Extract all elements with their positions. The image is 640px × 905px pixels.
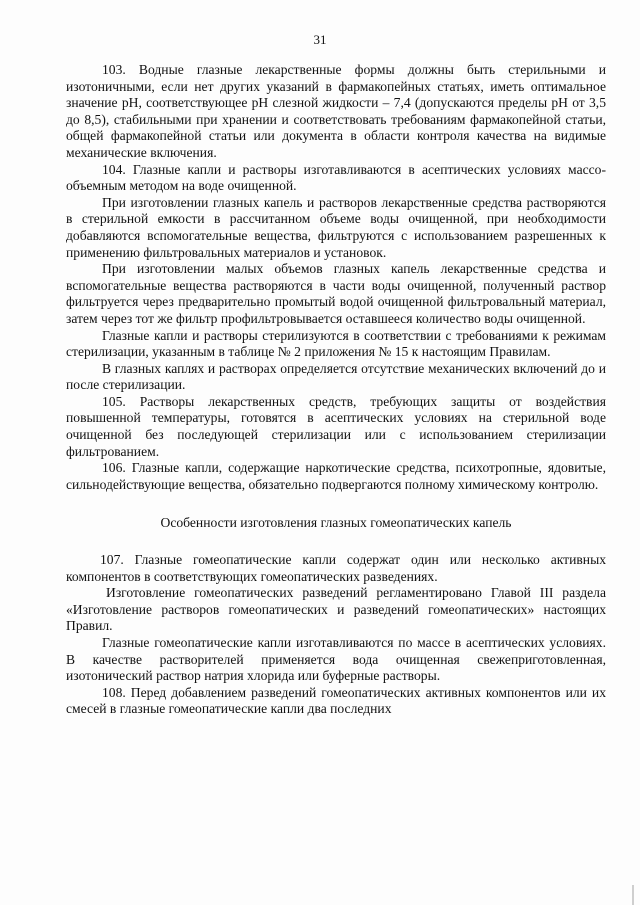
paragraph-107: 107. Глазные гомеопатические капли содержат один или несколько активных компонентов в соответствующих гомеопатических разведениях. [66,552,606,584]
paragraph-103: 103. Водные глазные лекарственные формы должны быть стерильными и изотоничными, если нет других указаний в фармакопейных статьях, иметь оптимальное значение pH, соответствующее pH слезной жидкости – 7,4 (допускаются пределы pH от 3,5 до 8,5), стабильными при хранении и соответствовать требованиям фармакопейной статьи, общей фармакопейной статьи или документа в области контроля качества на видимые механические включения. [66,62,606,160]
paragraph-homeopathic-by-mass: Глазные гомеопатические капли изготавливаются по массе в асептических условиях. В качестве растворителей применяется вода очищенная свежеприготовленная, изотонический раствор натрия хлорида или буферные растворы. [66,635,606,684]
document-body [66,62,606,718]
section-heading: Особенности изготовления глазных гомеопатических капель [160,515,512,531]
paragraph-108: 108. Перед добавлением разведений гомеопатических активных компонентов или их смесей в глазные гомеопатические капли два последних [66,684,606,717]
paragraph-mechanical-inclusions: В глазных каплях и растворах определяется отсутствие механических включений до и после стерилизации. [66,360,606,393]
scan-edge-mark [632,885,634,905]
paragraph-preparation: При изготовлении глазных капель и растворов лекарственные средства растворяются в стерильной емкости в рассчитанном объеме воды очищенной, при необходимости добавляются вспомогательные вещества, фильтруются с использованием разрешенных к применению фильтровальных материалов и установок. [66,194,606,260]
paragraph-sterilization: Глазные капли и растворы стерилизуются в соответствии с требованиями к режимам стерилизации, указанным в таблице № 2 приложения № 15 к настоящим Правилам. [66,327,606,360]
page-number: 31 [313,32,327,47]
paragraph-104: 104. Глазные капли и растворы изготавливаются в асептических условиях массо-объемным методом на воде очищенной. [66,161,606,194]
paragraph-105: 105. Растворы лекарственных средств, требующих защиты от воздействия повышенной температуры, готовятся в асептических условиях на стерильной воде очищенной без последующей стерилизации или с использованием стерилизации фильтрованием. [66,393,606,459]
paragraph-homeopathic-dilutions: Изготовление гомеопатических разведений регламентировано Главой III раздела «Изготовление растворов гомеопатических и разведений гомеопатических» настоящих Правил. [66,585,606,634]
paragraph-106: 106. Глазные капли, содержащие наркотические средства, психотропные, ядовитые, сильнодействующие вещества, обязательно подвергаются полному химическому контролю. [66,460,606,492]
paragraph-small-volumes: При изготовлении малых объемов глазных капель лекарственные средства и вспомогательные вещества растворяются в части воды очищенной, полученный раствор фильтруется через предварительно промытый водой очищенной фильтровальный материал, затем через тот же фильтр профильтровывается оставшееся количество воды очищенной. [66,261,606,326]
